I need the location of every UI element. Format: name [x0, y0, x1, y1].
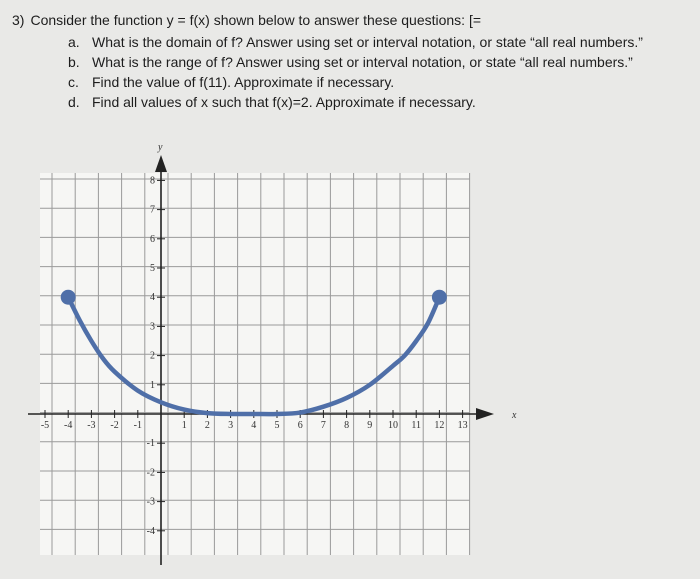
y-axis-label: y: [158, 142, 163, 153]
item-text: Find the value of f(11). Approximate if necessary.: [92, 74, 395, 90]
item-letter: d.: [68, 94, 80, 110]
x-tick-label: 5: [274, 420, 280, 431]
question-intro: Consider the function y = f(x) shown below to answer these questions: [=: [30, 12, 482, 28]
x-tick-label: -2: [110, 420, 119, 431]
x-tick-label: 2: [204, 420, 210, 431]
closed-endpoint: [61, 290, 76, 305]
x-tick-label: 9: [367, 420, 373, 431]
closed-endpoint: [432, 290, 447, 305]
x-tick-label: 6: [297, 420, 303, 431]
x-tick-label: 1: [181, 420, 187, 431]
y-tick-label: 6: [150, 233, 155, 245]
y-tick-label: 3: [150, 321, 155, 333]
x-tick-label: 8: [344, 420, 350, 431]
x-tick-label: 3: [228, 420, 234, 431]
y-tick-label: -3: [146, 496, 155, 508]
y-tick-label: 2: [150, 350, 155, 362]
x-tick-label: 12: [434, 420, 445, 431]
x-tick-label: 13: [457, 420, 468, 431]
y-tick-label: -4: [146, 525, 155, 537]
y-tick-label: 7: [150, 204, 155, 216]
x-tick-label: -3: [87, 420, 96, 431]
x-tick-label: -4: [64, 420, 73, 431]
x-tick-label: 4: [251, 420, 257, 431]
y-tick-label: 4: [150, 292, 155, 304]
y-tick-label: 5: [150, 263, 155, 274]
x-tick-label: -5: [40, 420, 50, 431]
x-axis-label: x: [512, 410, 517, 421]
question-number: 3): [12, 12, 25, 28]
y-tick-label: 1: [150, 379, 155, 391]
item-letter: a.: [68, 34, 80, 50]
x-axis-arrow: [476, 408, 494, 420]
item-text: What is the range of f? Answer using set or interval notation, or state “all real numbers.”: [92, 54, 633, 70]
y-tick-label: -2: [146, 467, 155, 479]
item-letter: c.: [68, 74, 79, 90]
x-tick-label: 10: [388, 420, 398, 431]
item-letter: b.: [68, 54, 80, 70]
y-axis-arrow: [155, 155, 167, 172]
y-tick-label: 8: [150, 175, 155, 187]
item-text: Find all values of x such that f(x)=2. Approximate if necessary.: [92, 94, 476, 110]
item-text: What is the domain of f? Answer using set or interval notation, or state “all real numbers.”: [92, 34, 643, 50]
y-tick-label: -1: [146, 438, 155, 450]
x-tick-label: 11: [411, 420, 422, 431]
x-tick-label: 7: [320, 420, 326, 431]
x-tick-label: -1: [133, 420, 142, 431]
